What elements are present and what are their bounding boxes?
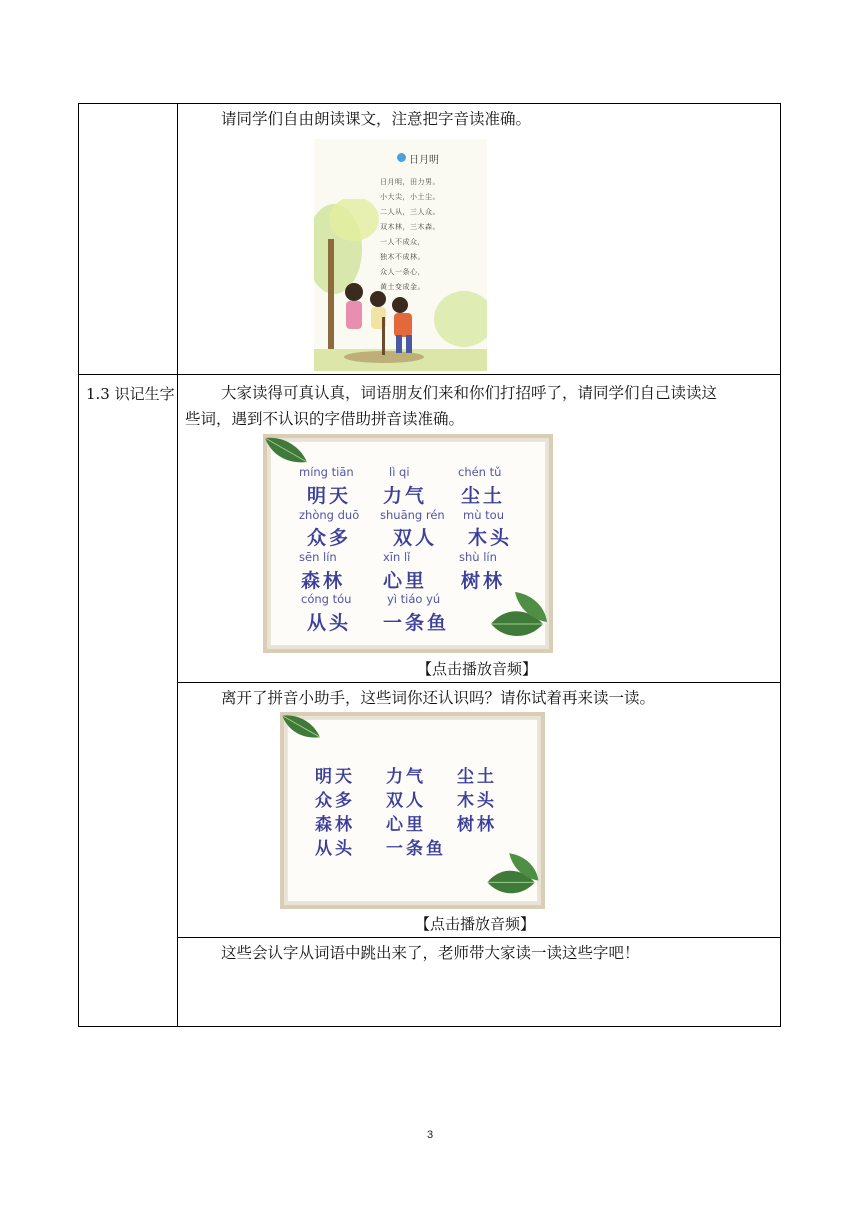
play-audio-link[interactable]: 【点击播放音频】 bbox=[415, 915, 536, 933]
pinyin-label: lì qi bbox=[389, 465, 410, 479]
pinyin-label: sēn lín bbox=[299, 550, 337, 564]
textbook-lesson-title: 日月明 bbox=[409, 155, 439, 166]
section-label: 1.3 识记生字 bbox=[86, 385, 175, 403]
word-hanzi: 木头 bbox=[457, 791, 497, 811]
leaf-icon bbox=[485, 584, 551, 650]
word-hanzi: 树林 bbox=[461, 570, 506, 592]
row1-instruction: 请同学们自由朗读课文，注意把字音读准确。 bbox=[221, 110, 532, 128]
pinyin-label: zhòng duō bbox=[299, 508, 360, 522]
word-card bbox=[280, 712, 545, 909]
page-number: 3 bbox=[426, 1129, 434, 1141]
pinyin-label: cóng tóu bbox=[301, 592, 352, 606]
pinyin-label: xīn lǐ bbox=[383, 550, 411, 564]
row-divider-1 bbox=[79, 374, 780, 375]
poem-line: 黄土变成金。 bbox=[380, 283, 425, 291]
pinyin-word-card bbox=[263, 434, 553, 653]
row2-instruction-line2: 些词，遇到不认识的字借助拼音读准确。 bbox=[185, 410, 465, 428]
textbook-page-image bbox=[314, 139, 487, 371]
poem-line: 双木林，三木森。 bbox=[380, 223, 440, 231]
lesson-number-badge bbox=[397, 153, 406, 162]
row4-instruction: 这些会认字从词语中跳出来了，老师带大家读一读这些字吧！ bbox=[221, 944, 640, 962]
word-hanzi: 心里 bbox=[386, 815, 426, 835]
poem-line: 一人不成众， bbox=[380, 238, 425, 246]
pinyin-label: yì tiáo yú bbox=[387, 592, 441, 606]
row2-instruction-line1: 大家读得可真认真，词语朋友们来和你们打招呼了，请同学们自己读读这 bbox=[221, 384, 718, 402]
row-divider-3 bbox=[177, 937, 780, 938]
row-divider-2 bbox=[177, 682, 780, 683]
word-hanzi: 明天 bbox=[315, 767, 355, 787]
poem-line: 独木不成林。 bbox=[380, 253, 425, 261]
pinyin-label: shuāng rén bbox=[380, 508, 445, 522]
word-hanzi: 一条鱼 bbox=[386, 839, 446, 859]
poem-line: 日月明，田力男。 bbox=[380, 178, 440, 186]
pinyin-label: shù lín bbox=[459, 550, 497, 564]
word-hanzi: 从头 bbox=[315, 839, 355, 859]
word-hanzi: 木头 bbox=[468, 527, 513, 549]
word-hanzi: 心里 bbox=[383, 570, 428, 592]
word-hanzi: 众多 bbox=[315, 791, 355, 811]
poem-line: 二人从，三人众。 bbox=[380, 208, 440, 216]
word-hanzi: 从头 bbox=[307, 612, 352, 634]
pinyin-label: míng tiān bbox=[299, 465, 354, 479]
pinyin-label: mù tou bbox=[463, 508, 504, 522]
word-hanzi: 森林 bbox=[315, 815, 355, 835]
leaf-icon bbox=[482, 846, 542, 906]
word-hanzi: 明天 bbox=[307, 485, 352, 507]
word-hanzi: 力气 bbox=[383, 485, 428, 507]
word-hanzi: 双人 bbox=[393, 527, 438, 549]
word-hanzi: 双人 bbox=[386, 791, 426, 811]
leaf-icon bbox=[280, 712, 324, 748]
word-hanzi: 力气 bbox=[386, 767, 426, 787]
word-hanzi: 尘土 bbox=[457, 767, 497, 787]
poem-line: 众人一条心， bbox=[380, 268, 425, 276]
play-audio-link[interactable]: 【点击播放音频】 bbox=[417, 660, 538, 678]
poem-line: 小大尖，小土尘。 bbox=[380, 193, 440, 201]
word-hanzi: 一条鱼 bbox=[383, 612, 450, 634]
children-planting-tree-illustration bbox=[314, 199, 487, 371]
word-hanzi: 森林 bbox=[301, 570, 346, 592]
pinyin-label: chén tǔ bbox=[458, 465, 502, 479]
row3-instruction: 离开了拼音小助手，这些词你还认识吗？请你试着再来读一读。 bbox=[221, 689, 656, 707]
column-divider bbox=[177, 104, 178, 1026]
word-hanzi: 众多 bbox=[307, 527, 352, 549]
word-hanzi: 树林 bbox=[457, 815, 497, 835]
word-hanzi: 尘土 bbox=[461, 485, 506, 507]
